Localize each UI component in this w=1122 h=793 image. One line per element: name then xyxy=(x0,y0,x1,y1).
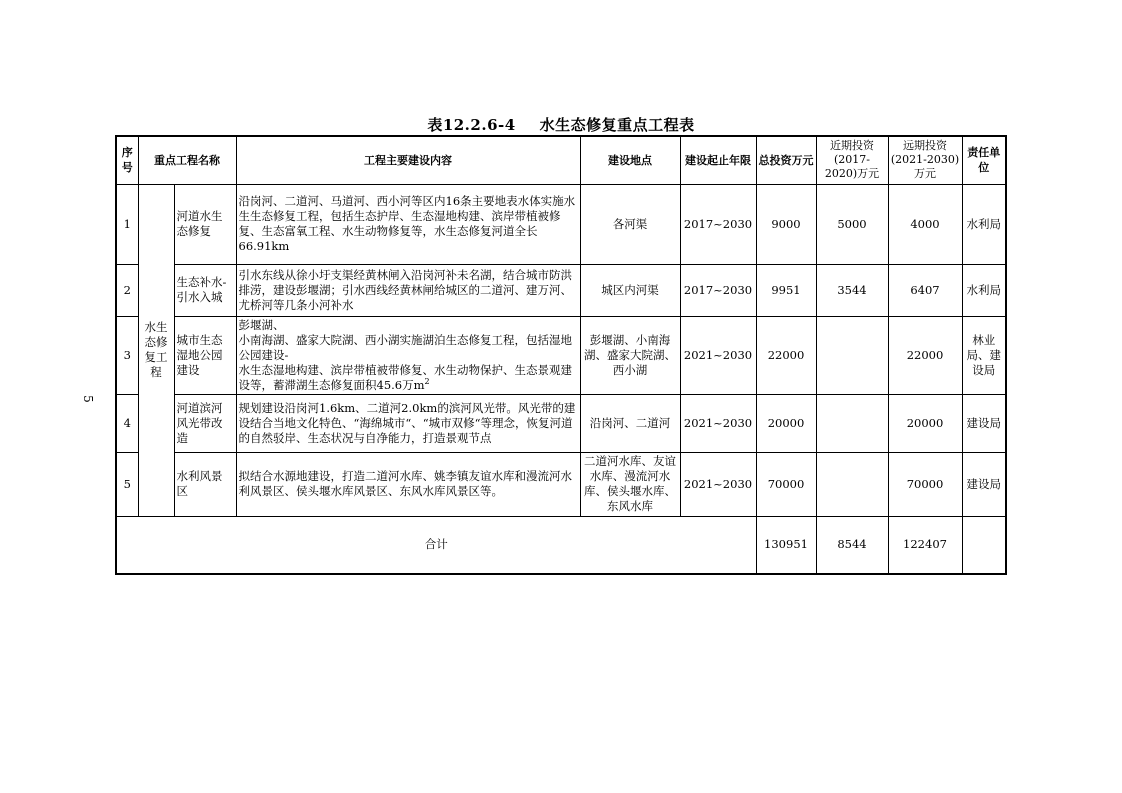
table-row xyxy=(116,184,1006,264)
row-total: 22000 xyxy=(756,316,816,394)
header-near: 近期投资(2017-2020)万元 xyxy=(816,136,888,184)
table-row xyxy=(116,394,1006,452)
header-total: 总投资万元 xyxy=(756,136,816,184)
row-content: 规划建设沿岗河1.6km、二道河2.0km的滨河风光带。风光带的建设结合当地文化特色、“海绵城市“、“城市双修“等理念，恢复河道的自然驳岸、生态状况与自净能力，打造景观节点 xyxy=(236,394,580,452)
row-seq: 3 xyxy=(116,316,138,394)
row-far: 6407 xyxy=(888,264,962,316)
row-total: 9951 xyxy=(756,264,816,316)
row-near xyxy=(816,394,888,452)
row-far: 4000 xyxy=(888,184,962,264)
row-period: 2021~2030 xyxy=(680,394,756,452)
row-far: 22000 xyxy=(888,316,962,394)
row-owner: 建设局 xyxy=(962,394,1006,452)
row-near: 5000 xyxy=(816,184,888,264)
row-near xyxy=(816,316,888,394)
row-total: 70000 xyxy=(756,452,816,516)
row-name: 生态补水-引水入城 xyxy=(174,264,236,316)
row-name: 水利风景区 xyxy=(174,452,236,516)
total-total: 130951 xyxy=(756,516,816,574)
project-table xyxy=(115,135,1007,575)
total-label: 合计 xyxy=(116,516,756,574)
page-number: 5 xyxy=(80,395,95,403)
row-name: 河道水生态修复 xyxy=(174,184,236,264)
table-title-text: 水生态修复重点工程表 xyxy=(539,116,695,134)
row-location: 沿岗河、二道河 xyxy=(580,394,680,452)
table-header-row xyxy=(116,136,1006,184)
row-seq: 5 xyxy=(116,452,138,516)
row-far: 20000 xyxy=(888,394,962,452)
table-row xyxy=(116,264,1006,316)
row-owner: 水利局 xyxy=(962,184,1006,264)
table-row xyxy=(116,316,1006,394)
table-row xyxy=(116,452,1006,516)
row-period: 2021~2030 xyxy=(680,452,756,516)
row-seq: 2 xyxy=(116,264,138,316)
row-content: 拟结合水源地建设，打造二道河水库、姚李镇友谊水库和漫流河水利风景区、侯头堰水库风景区、东风水库风景区等。 xyxy=(236,452,580,516)
content-line: 小南海湖、盛家大院湖、西小湖实施湖泊生态修复工程，包括湿地公园建设- xyxy=(238,332,572,362)
content-line: 彭堰湖、 xyxy=(238,317,285,332)
header-location: 建设地点 xyxy=(580,136,680,184)
row-period: 2021~2030 xyxy=(680,316,756,394)
header-far: 远期投资(2021-2030)万元 xyxy=(888,136,962,184)
row-location: 城区内河渠 xyxy=(580,264,680,316)
table-title xyxy=(0,114,1122,135)
row-seq: 4 xyxy=(116,394,138,452)
table-number: 表12.2.6-4 xyxy=(427,116,516,134)
row-owner: 水利局 xyxy=(962,264,1006,316)
total-near: 8544 xyxy=(816,516,888,574)
row-location: 二道河水库、友谊水库、漫流河水库、侯头堰水库、东风水库 xyxy=(580,452,680,516)
row-content: 沿岗河、二道河、马道河、西小河等区内16条主要地表水体实施水生生态修复工程，包括生态护岸、生态湿地构建、滨岸带植被修复、生态富氧工程、水生动物修复等，水生态修复河道全长66.91km xyxy=(236,184,580,264)
content-line-last: 水生态湿地构建、滨岸带植被带修复、水生动物保护、生态景观建设等，蓄滞湖生态修复面积45.6万$m^2$ xyxy=(238,362,572,392)
row-total: 9000 xyxy=(756,184,816,264)
header-seq: 序号 xyxy=(116,136,138,184)
header-content: 工程主要建设内容 xyxy=(236,136,580,184)
row-location: 各河渠 xyxy=(580,184,680,264)
category-cell: 水生态修复工程 xyxy=(138,184,174,516)
total-far: 122407 xyxy=(888,516,962,574)
row-near xyxy=(816,452,888,516)
total-owner xyxy=(962,516,1006,574)
row-owner: 建设局 xyxy=(962,452,1006,516)
row-owner: 林业局、建设局 xyxy=(962,316,1006,394)
header-owner: 责任单位 xyxy=(962,136,1006,184)
row-name: 河道滨河风光带改造 xyxy=(174,394,236,452)
superscript: 2 xyxy=(424,376,430,386)
row-period: 2017~2030 xyxy=(680,184,756,264)
row-seq: 1 xyxy=(116,184,138,264)
row-content: 引水东线从徐小圩支渠经黄林闸入沿岗河补未名湖，结合城市防洪排涝，建设彭堰湖；引水西线经黄林闸给城区的二道河、建万河、尤桥河等几条小河补水 xyxy=(236,264,580,316)
header-period: 建设起止年限 xyxy=(680,136,756,184)
row-period: 2017~2030 xyxy=(680,264,756,316)
row-name: 城市生态湿地公园建设 xyxy=(174,316,236,394)
row-far: 70000 xyxy=(888,452,962,516)
row-near: 3544 xyxy=(816,264,888,316)
total-row xyxy=(116,516,1006,574)
header-name: 重点工程名称 xyxy=(138,136,236,184)
row-total: 20000 xyxy=(756,394,816,452)
row-content xyxy=(236,316,580,394)
row-location: 彭堰湖、小南海湖、盛家大院湖、西小湖 xyxy=(580,316,680,394)
